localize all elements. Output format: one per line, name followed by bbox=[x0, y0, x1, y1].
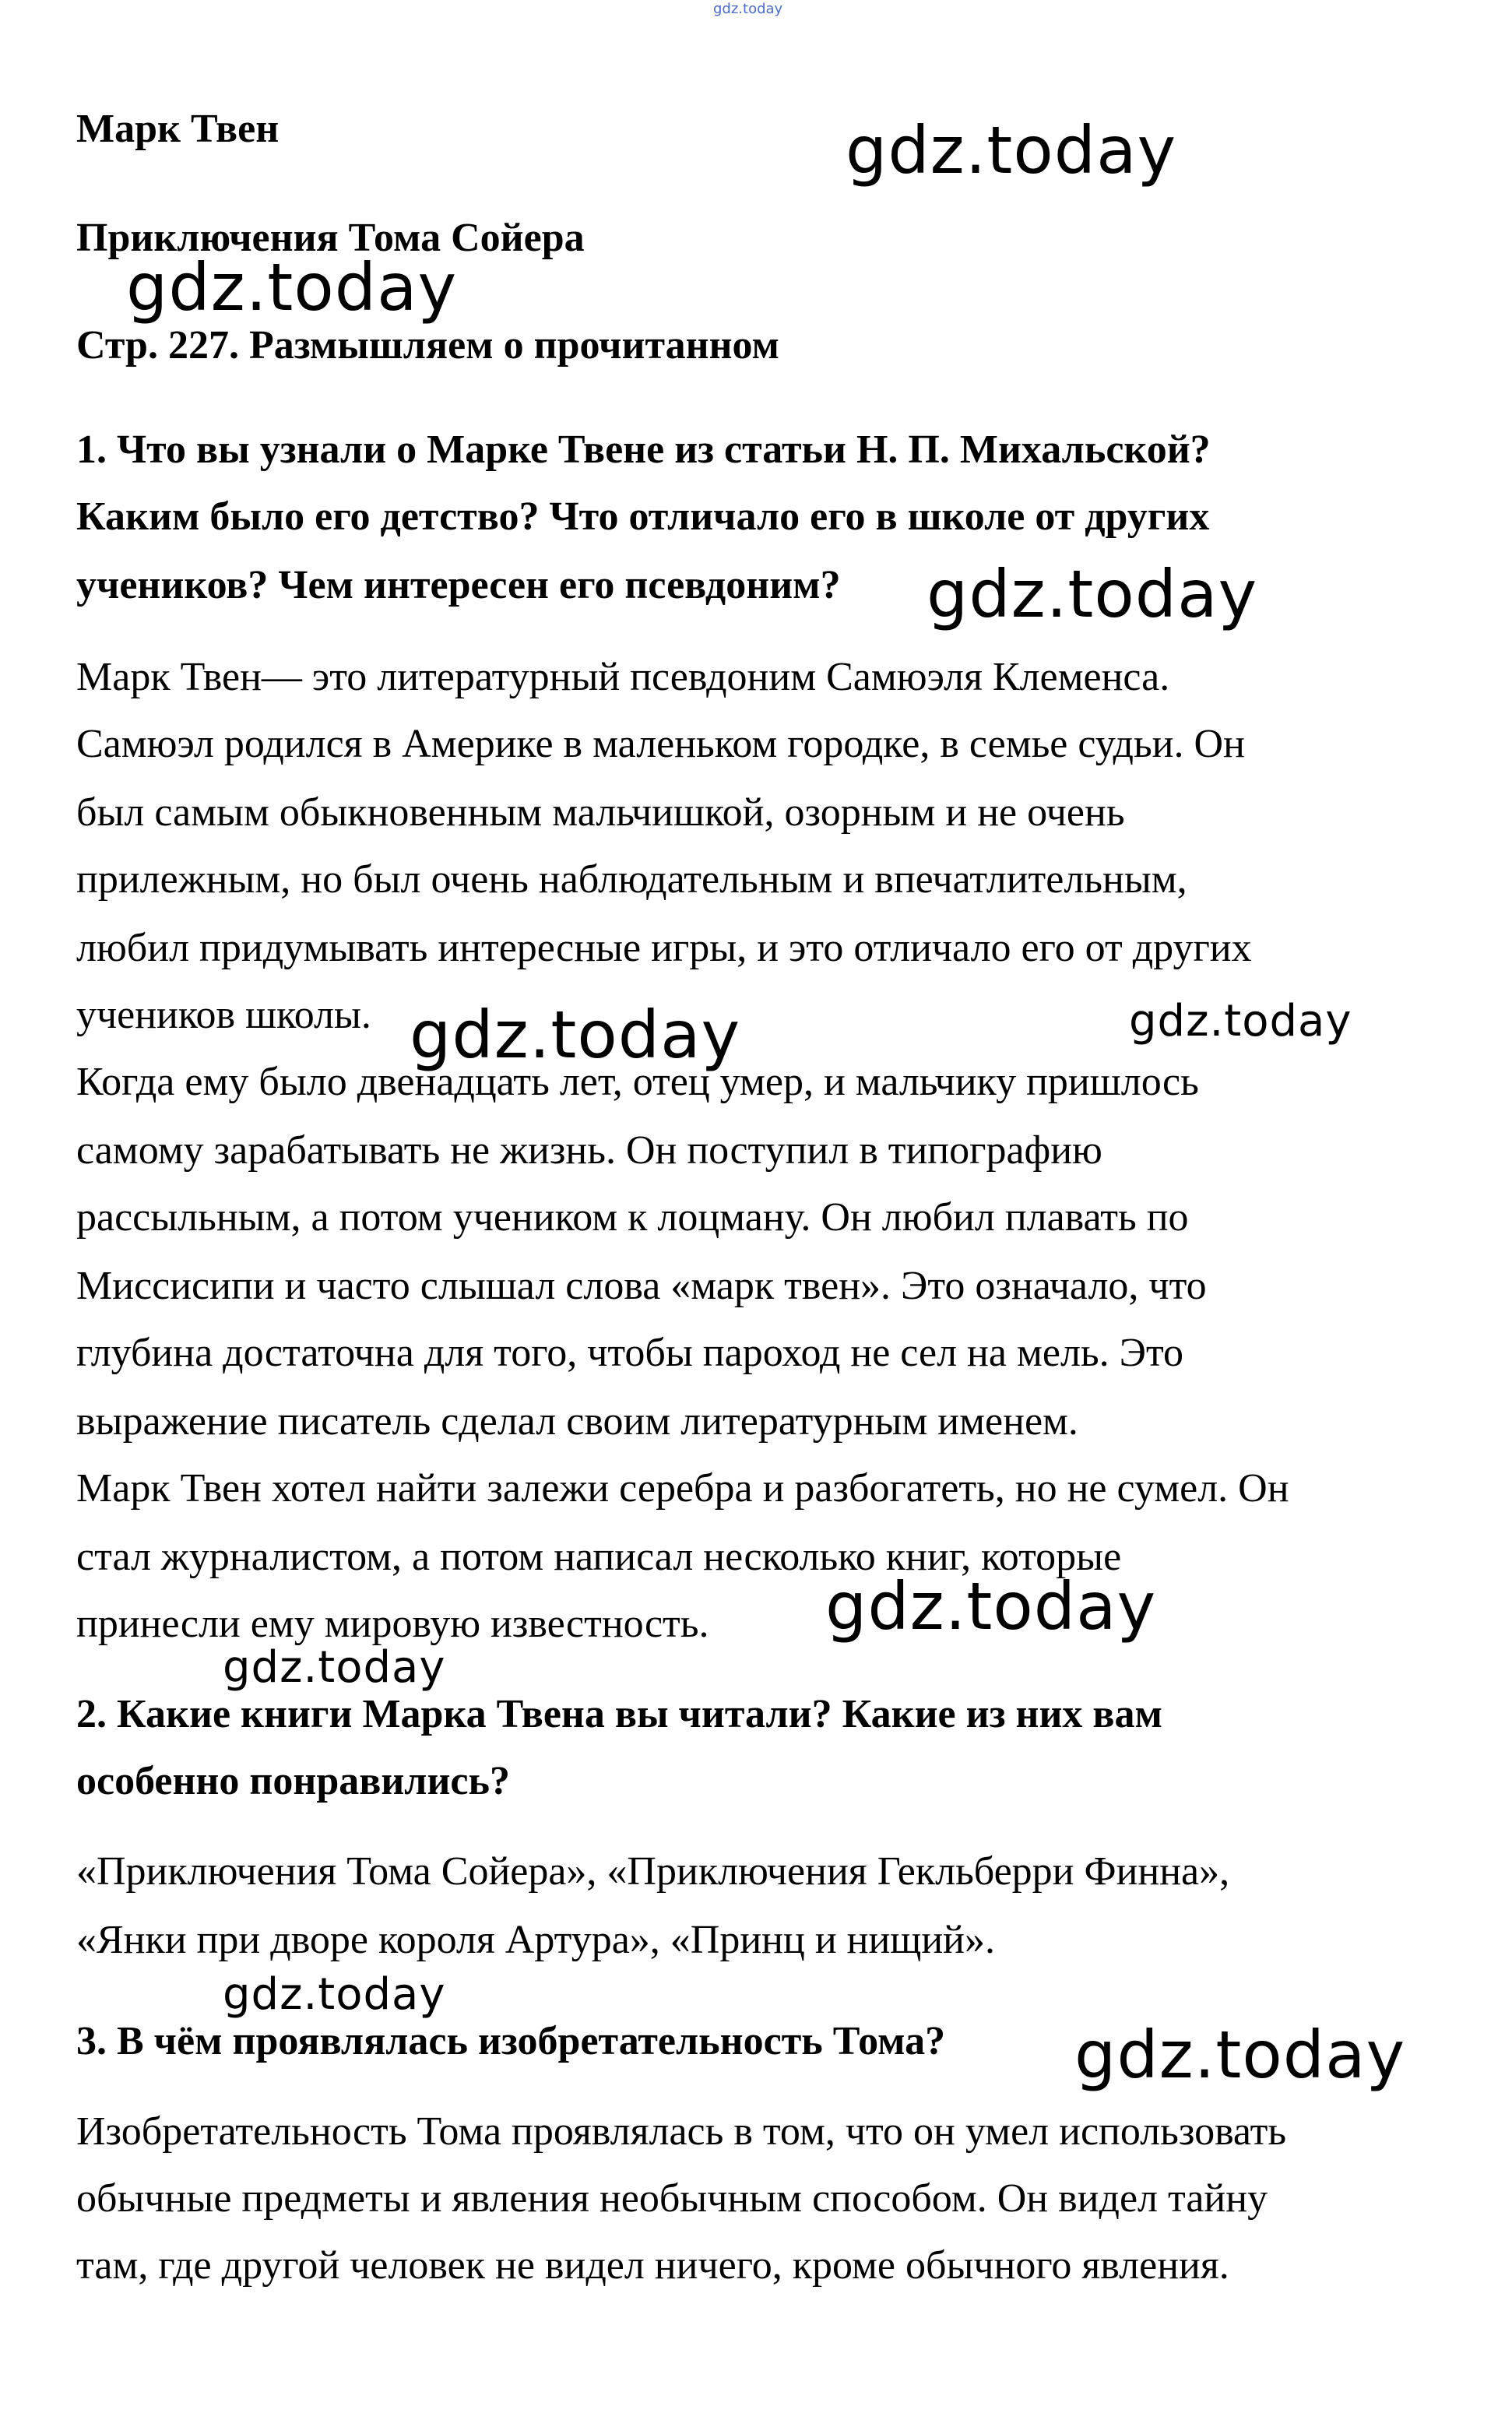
watermark: gdz.today bbox=[1074, 2017, 1406, 2093]
book-title-heading: Приключения Тома Сойера bbox=[76, 216, 585, 260]
answer-3-line-3: там, где другой человек не видел ничего, кроме обычного явления. bbox=[76, 2243, 1229, 2288]
answer-3-line-1: Изобретательность Тома проявлялась в том, что он умел использовать bbox=[76, 2109, 1287, 2154]
answer-1-line-13: Марк Твен хотел найти залежи серебра и разбогатеть, но не сумел. Он bbox=[76, 1466, 1289, 1511]
answer-1-line-12: выражение писатель сделал своим литературным именем. bbox=[76, 1399, 1078, 1444]
answer-2-line-1: «Приключения Тома Сойера», «Приключения Гекльберри Финна», bbox=[76, 1849, 1230, 1894]
watermark: gdz.today bbox=[223, 1969, 446, 2020]
answer-1-line-10: Миссисипи и часто слышал слова «марк твен». Это означало, что bbox=[76, 1264, 1207, 1308]
question-1-line-2: Каким было его детство? Что отличало его в школе от других bbox=[76, 494, 1210, 539]
question-1-line-1: 1. Что вы узнали о Марке Твене из статьи Н. П. Михальской? bbox=[76, 427, 1211, 472]
answer-2-line-2: «Янки при дворе короля Артура», «Принц и нищий». bbox=[76, 1918, 996, 1962]
answer-3-line-2: обычные предметы и явления необычным способом. Он видел тайну bbox=[76, 2176, 1268, 2221]
question-2-line-1: 2. Какие книги Марка Твена вы читали? Какие из них вам bbox=[76, 1692, 1162, 1736]
answer-1-line-9: рассыльным, а потом учеником к лоцману. Он любил плавать по bbox=[76, 1195, 1189, 1240]
header-watermark: gdz.today bbox=[713, 1, 783, 17]
answer-1-line-14: стал журналистом, а потом написал несколько книг, которые bbox=[76, 1535, 1122, 1579]
answer-1-line-2: Самюэл родился в Америке в маленьком городке, в семье судьи. Он bbox=[76, 722, 1245, 766]
watermark: gdz.today bbox=[846, 112, 1177, 188]
question-2-line-2: особенно понравились? bbox=[76, 1759, 510, 1803]
answer-1-line-8: самому зарабатывать не жизнь. Он поступил в типографию bbox=[76, 1128, 1102, 1173]
section-title-heading: Стр. 227. Размышляем о прочитанном bbox=[76, 323, 779, 368]
answer-1-line-1: Марк Твен— это литературный псевдоним Самюэля Клеменса. bbox=[76, 655, 1170, 699]
watermark: gdz.today bbox=[1129, 996, 1352, 1046]
watermark: gdz.today bbox=[927, 556, 1258, 632]
answer-1-line-4: прилежным, но был очень наблюдательным и впечатлительным, bbox=[76, 857, 1187, 902]
watermark: gdz.today bbox=[825, 1568, 1157, 1644]
question-1-line-3: учеников? Чем интересен его псевдоним? bbox=[76, 563, 841, 607]
answer-1-line-6: учеников школы. bbox=[76, 993, 371, 1037]
author-heading: Марк Твен bbox=[76, 107, 280, 151]
watermark: gdz.today bbox=[126, 249, 458, 325]
answer-1-line-11: глубина достаточна для того, чтобы пароход не сел на мель. Это bbox=[76, 1331, 1183, 1375]
answer-1-line-5: любил придумывать интересные игры, и это отличало его от других bbox=[76, 926, 1252, 970]
watermark: gdz.today bbox=[223, 1642, 446, 1693]
answer-1-line-7: Когда ему было двенадцать лет, отец умер, и мальчику пришлось bbox=[76, 1060, 1199, 1104]
answer-1-line-15: принесли ему мировую известность. bbox=[76, 1602, 709, 1646]
watermark: gdz.today bbox=[410, 997, 741, 1073]
answer-1-line-3: был самым обыкновенным мальчишкой, озорным и не очень bbox=[76, 790, 1125, 835]
question-3-line-1: 3. В чём проявлялась изобретательность Тома? bbox=[76, 2019, 946, 2063]
